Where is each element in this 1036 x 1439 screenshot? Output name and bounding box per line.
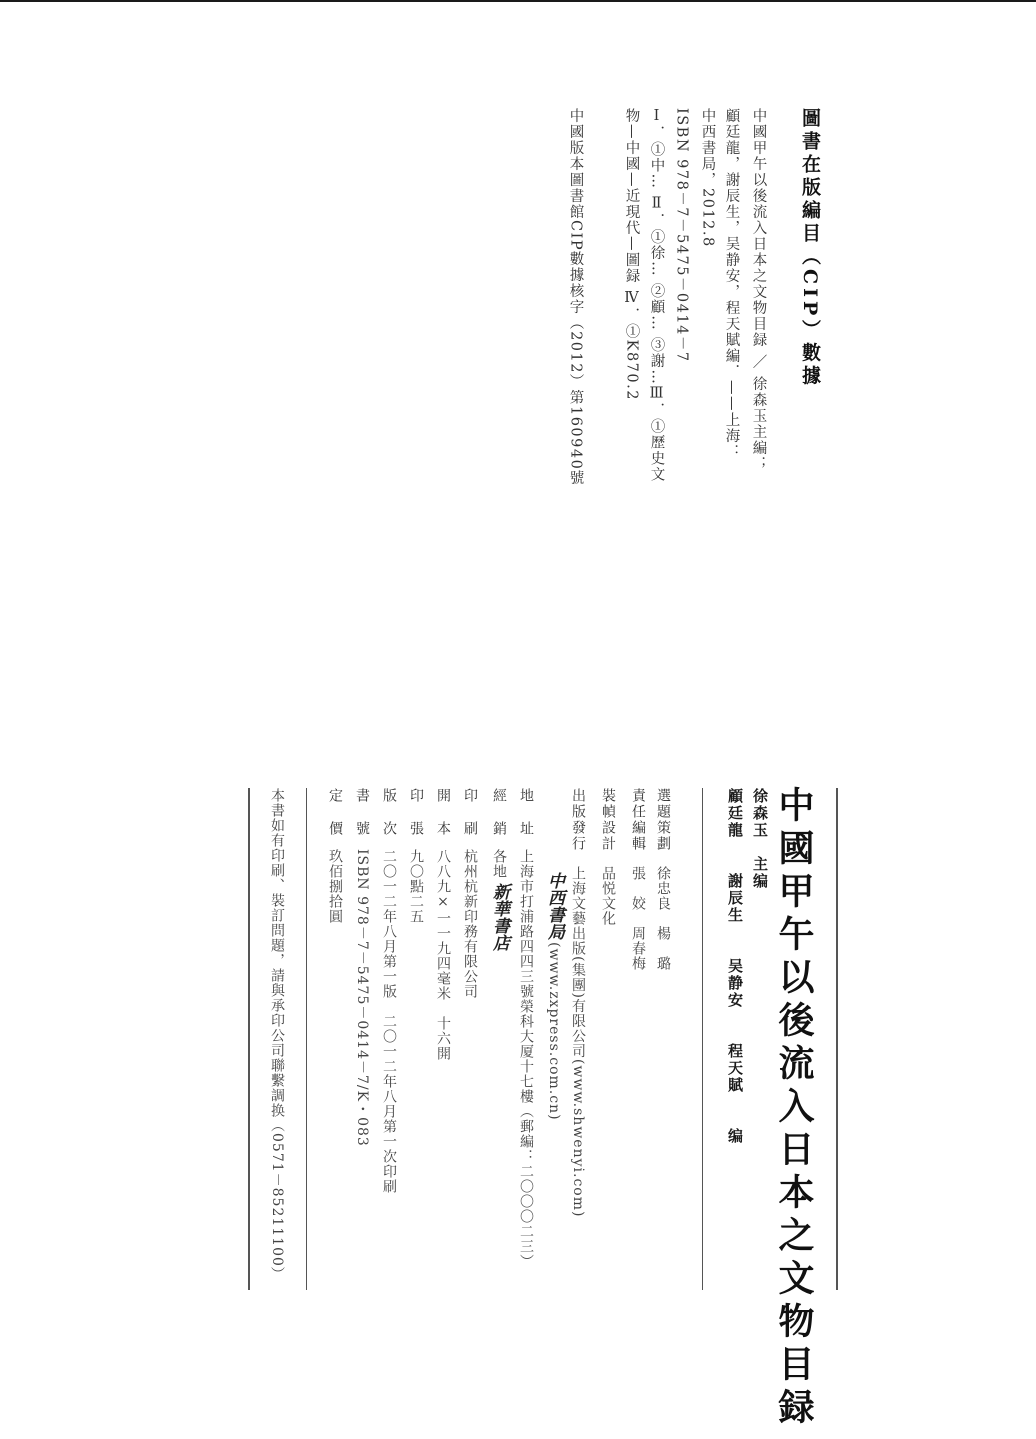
colophon-label: 裝幀設計: [600, 788, 616, 852]
colophon-value: 徐忠良 楊 璐: [655, 866, 671, 971]
colophon-label: 印張: [408, 788, 424, 854]
colophon-value: 上海市打浦路四四三號榮科大厦十七樓（郵編：二〇〇〇二三）: [518, 849, 534, 1269]
colophon-label: 地址: [518, 788, 534, 854]
chief-editor: 徐森玉 主编: [751, 788, 769, 890]
book-title: 中國甲午以後流入日本之文物目録: [773, 786, 815, 1431]
cip-line-1: 中國甲午以後流入日本之文物目録 ／ 徐森玉主編；: [750, 108, 767, 473]
notice-text: 本書如有印刷、裝訂問題，請與承印公司聯繫調换（0571－85211100）: [269, 788, 285, 1282]
colophon-row-distribution: [490, 788, 507, 951]
colophon-row-planning: [655, 788, 671, 971]
colophon-label: 選題策劃: [655, 788, 671, 852]
colophon-row-publisher: [570, 788, 586, 1217]
cip-line-4: ISBN 978－7－5475－0414－7: [673, 108, 690, 363]
colophon-value: 八八九×一一九四毫米 十六開: [435, 849, 451, 1061]
colophon-value: 品悦文化: [600, 866, 616, 926]
cip-title: 圖書在版編目（CIP）數據: [799, 108, 821, 389]
colophon-row-design: [600, 788, 616, 926]
right-rule: [836, 788, 838, 1290]
co-editors: 顧廷龍 謝辰生 吴静安 程天賦 编: [726, 788, 744, 1145]
colophon-value: ISBN 978－7－5475－0414－7/K・083: [354, 849, 370, 1147]
cip-line-7: 中國版本圖書館CIP數據核字（2012）第160940號: [567, 108, 584, 487]
divider-rule: [702, 788, 703, 1290]
colophon-value: (www.zxpress.com.cn): [546, 942, 562, 1121]
cip-line-6: 物—中國—近現代—圖録 Ⅳ．①K870.2: [623, 108, 640, 401]
colophon-row-printer: [462, 788, 478, 999]
publisher-logo: 中西書局: [544, 872, 564, 940]
cip-line-2: 顧廷龍，謝辰生，吴静安，程天賦編．——上海：: [723, 108, 740, 460]
colophon-row-sheets: [408, 788, 424, 924]
colophon-row-format: [435, 788, 451, 1061]
colophon-value: 各地: [491, 849, 507, 879]
colophon-label: 責任編輯: [630, 788, 646, 852]
colophon-value: 杭州杭新印務有限公司: [462, 849, 478, 999]
colophon-value: 九〇點二五: [408, 849, 424, 924]
colophon-label: 印刷: [462, 788, 478, 854]
cip-line-3: 中西書局，2012.8: [699, 108, 716, 248]
left-rule: [248, 788, 250, 1290]
colophon-row-isbn: [354, 788, 370, 1147]
colophon-value: 玖佰捌拾圓: [327, 849, 343, 924]
colophon-label: 出版發行: [570, 788, 586, 852]
colophon-row-address: [518, 788, 534, 1269]
cip-line-5: Ⅰ．①中… Ⅱ．①徐… ②顧… ③謝…Ⅲ．①歷史文: [648, 108, 665, 483]
distributor-logo: 新華書店: [489, 883, 509, 951]
colophon-label: 開本: [435, 788, 451, 854]
colophon-label: 經銷: [491, 788, 507, 854]
colophon-row-price: [327, 788, 343, 924]
colophon-value: 張 姣 周春梅: [630, 866, 646, 971]
colophon-label: 版次: [381, 788, 397, 854]
colophon-value: 上海文藝出版(集團)有限公司(www.shwenyi.com): [570, 866, 586, 1218]
top-border-rule: [0, 0, 1036, 2]
notice-rule: [306, 788, 307, 1290]
colophon-label: 定價: [327, 788, 343, 854]
colophon-row-edition: [381, 788, 397, 1194]
colophon-value: 二〇一二年八月第一版 二〇一二年八月第一次印刷: [381, 849, 397, 1194]
colophon-row-editor: [630, 788, 646, 971]
colophon-label: 書號: [354, 788, 370, 854]
colophon-row-publisher-2: [545, 872, 562, 1121]
